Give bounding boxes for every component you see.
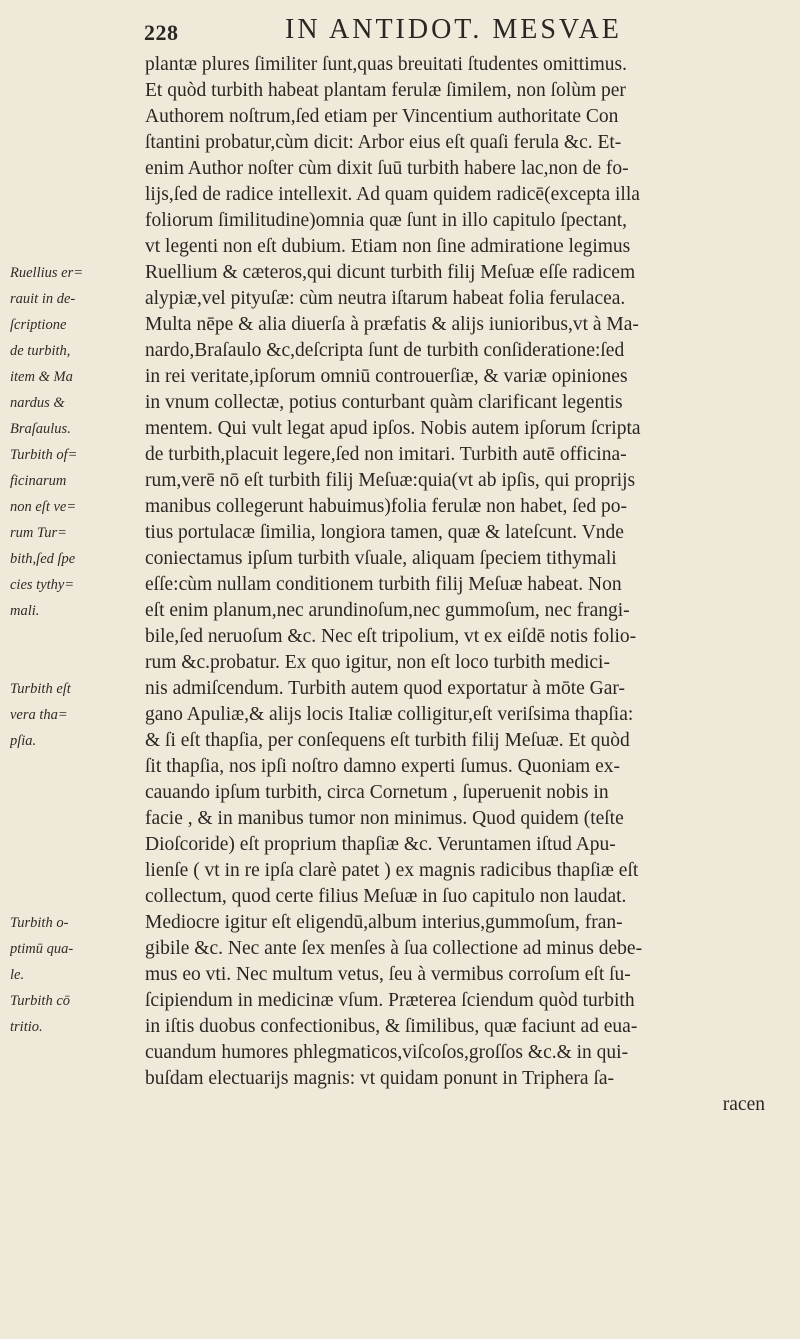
running-head: IN ANTIDOT. MESVAE xyxy=(285,14,622,45)
text-line: lienſe ( vt in re ipſa clarè patet ) ex magnis radicibus thapſiæ eſt xyxy=(145,860,639,881)
text-line: ſtantini probatur,cùm dicit: Arbor eius eſt quaſi ferula &c. Et- xyxy=(145,132,622,153)
marginal-note: ptimū qua- xyxy=(10,941,74,957)
marginal-note: vera tha= xyxy=(10,707,68,723)
marginal-note: Braſaulus. xyxy=(10,421,71,437)
text-line: manibus collegerunt habuimus)folia ferulæ non habet, ſed po- xyxy=(145,496,627,517)
text-line: in iſtis duobus confectionibus, & ſimilibus, quæ faciunt ad eua- xyxy=(145,1016,638,1037)
text-line: cuandum humores phlegmaticos,viſcoſos,groſſos &c.& in qui- xyxy=(145,1042,629,1063)
marginal-note: Ruellius er= xyxy=(10,265,84,281)
marginal-note: mali. xyxy=(10,603,40,619)
marginal-note: non eſt ve= xyxy=(10,499,77,515)
text-line: Mediocre igitur eſt eligendū,album interius,gummoſum, fran- xyxy=(145,912,623,933)
text-line: nardo,Braſaulo &c,deſcripta ſunt de turbith conſideratione:ſed xyxy=(145,340,625,361)
marginal-note: ſcriptione xyxy=(10,317,67,333)
text-line: vt legenti non eſt dubium. Etiam non ſine admiratione legimus xyxy=(145,236,631,257)
text-line: gano Apuliæ,& alijs locis Italiæ colligitur,eſt veriſsima thapſia: xyxy=(145,704,634,725)
text-line: alypiæ,vel pityuſæ: cùm neutra iſtarum habeat folia ferulacea. xyxy=(145,288,626,309)
text-line: mus eo vti. Nec multum vetus, ſeu à vermibus corroſum eſt ſu- xyxy=(145,964,631,985)
text-line: ſcipiendum in medicinæ vſum. Præterea ſciendum quòd turbith xyxy=(145,990,635,1011)
marginal-note: Turbith of= xyxy=(10,447,78,463)
text-line: facie , & in manibus tumor non minimus. Quod quidem (teſte xyxy=(145,808,624,829)
text-line: & ſi eſt thapſia, per conſequens eſt turbith filij Meſuæ. Et quòd xyxy=(145,730,630,751)
text-line: Authorem noſtrum,ſed etiam per Vincentium authoritate Con xyxy=(145,106,619,127)
page-number: 228 xyxy=(144,20,179,45)
marginal-note: Turbith cō xyxy=(10,993,71,1009)
text-line: foliorum ſimilitudine)omnia quæ ſunt in illo capitulo ſpectant, xyxy=(145,210,628,231)
marginal-note: bith,ſed ſpe xyxy=(10,551,76,567)
text-line: eſt enim planum,nec arundinoſum,nec gummoſum, nec frangi- xyxy=(145,600,630,621)
text-line: coniectamus ipſum turbith vſuale, aliquam ſpeciem tithymali xyxy=(145,548,617,569)
text-line: buſdam electuarijs magnis: vt quidam ponunt in Triphera ſa- xyxy=(145,1068,615,1089)
text-line: eſſe:cùm nullam conditionem turbith filij Meſuæ habeat. Non xyxy=(145,574,622,595)
marginal-note: cies tythy= xyxy=(10,577,75,593)
text-line: in vnum collectæ, potius conturbant quàm clarificant legentis xyxy=(145,392,623,413)
marginal-note: le. xyxy=(10,967,25,983)
text-line: lijs,ſed de radice intellexit. Ad quam quidem radicē(excepta illa xyxy=(145,184,640,205)
text-line: ſit thapſia, nos ipſi noſtro damno experti ſumus. Quoniam ex- xyxy=(145,756,620,777)
text-line: tius portulacæ ſimilia, longiora tamen, quæ & lateſcunt. Vnde xyxy=(145,522,624,543)
text-line: Dioſcoride) eſt proprium thapſiæ &c. Veruntamen iſtud Apu- xyxy=(145,834,616,855)
text-line: de turbith,placuit legere,ſed non imitari. Turbith autē officina- xyxy=(145,444,627,465)
marginal-note: tritio. xyxy=(10,1019,43,1035)
text-line: rum &c.probatur. Ex quo igitur, non eſt loco turbith medici- xyxy=(145,652,610,673)
text-line: nis admiſcendum. Turbith autem quod exportatur à mōte Gar- xyxy=(145,678,625,699)
marginal-note: nardus & xyxy=(10,395,65,411)
marginal-note: pſia. xyxy=(10,733,37,749)
text-line: plantæ plures ſimiliter ſunt,quas breuitati ſtudentes omittimus. xyxy=(145,54,628,75)
text-line: cauando ipſum turbith, circa Cornetum , ſuperuenit nobis in xyxy=(145,782,609,803)
marginal-note: item & Ma xyxy=(10,369,73,385)
marginal-note: ficinarum xyxy=(10,473,67,489)
marginal-note: rauit in de- xyxy=(10,291,76,307)
text-line: enim Author noſter cùm dixit ſuū turbith habere lac,non de fo- xyxy=(145,158,629,179)
marginal-note: Turbith o- xyxy=(10,915,69,931)
text-line: Et quòd turbith habeat plantam ferulæ ſimilem, non ſolùm per xyxy=(145,80,626,101)
text-line: in rei veritate,ipſorum omniū controuerſiæ, & variæ opiniones xyxy=(145,366,628,387)
text-line: gibile &c. Nec ante ſex menſes à ſua collectione ad minus debe- xyxy=(145,938,643,959)
page-header xyxy=(0,14,800,50)
text-line: bile,ſed neruoſum &c. Nec eſt tripolium, vt ex eiſdē notis folio- xyxy=(145,626,637,647)
text-line: rum,verē nō eſt turbith filij Meſuæ:quia(vt ab ipſis, qui proprijs xyxy=(145,470,636,491)
text-line: Ruellium & cæteros,qui dicunt turbith filij Meſuæ eſſe radicem xyxy=(145,262,636,283)
marginal-note: de turbith, xyxy=(10,343,71,359)
text-line: racen xyxy=(722,1094,765,1115)
text-line: mentem. Qui vult legat apud ipſos. Nobis autem ipſorum ſcripta xyxy=(145,418,641,439)
marginal-note: Turbith eſt xyxy=(10,681,71,697)
text-line: collectum, quod certe filius Meſuæ in ſuo capitulo non laudat. xyxy=(145,886,627,907)
marginal-note: rum Tur= xyxy=(10,525,67,541)
text-line: Multa nēpe & alia diuerſa à præfatis & alijs iunioribus,vt à Ma- xyxy=(145,314,639,335)
